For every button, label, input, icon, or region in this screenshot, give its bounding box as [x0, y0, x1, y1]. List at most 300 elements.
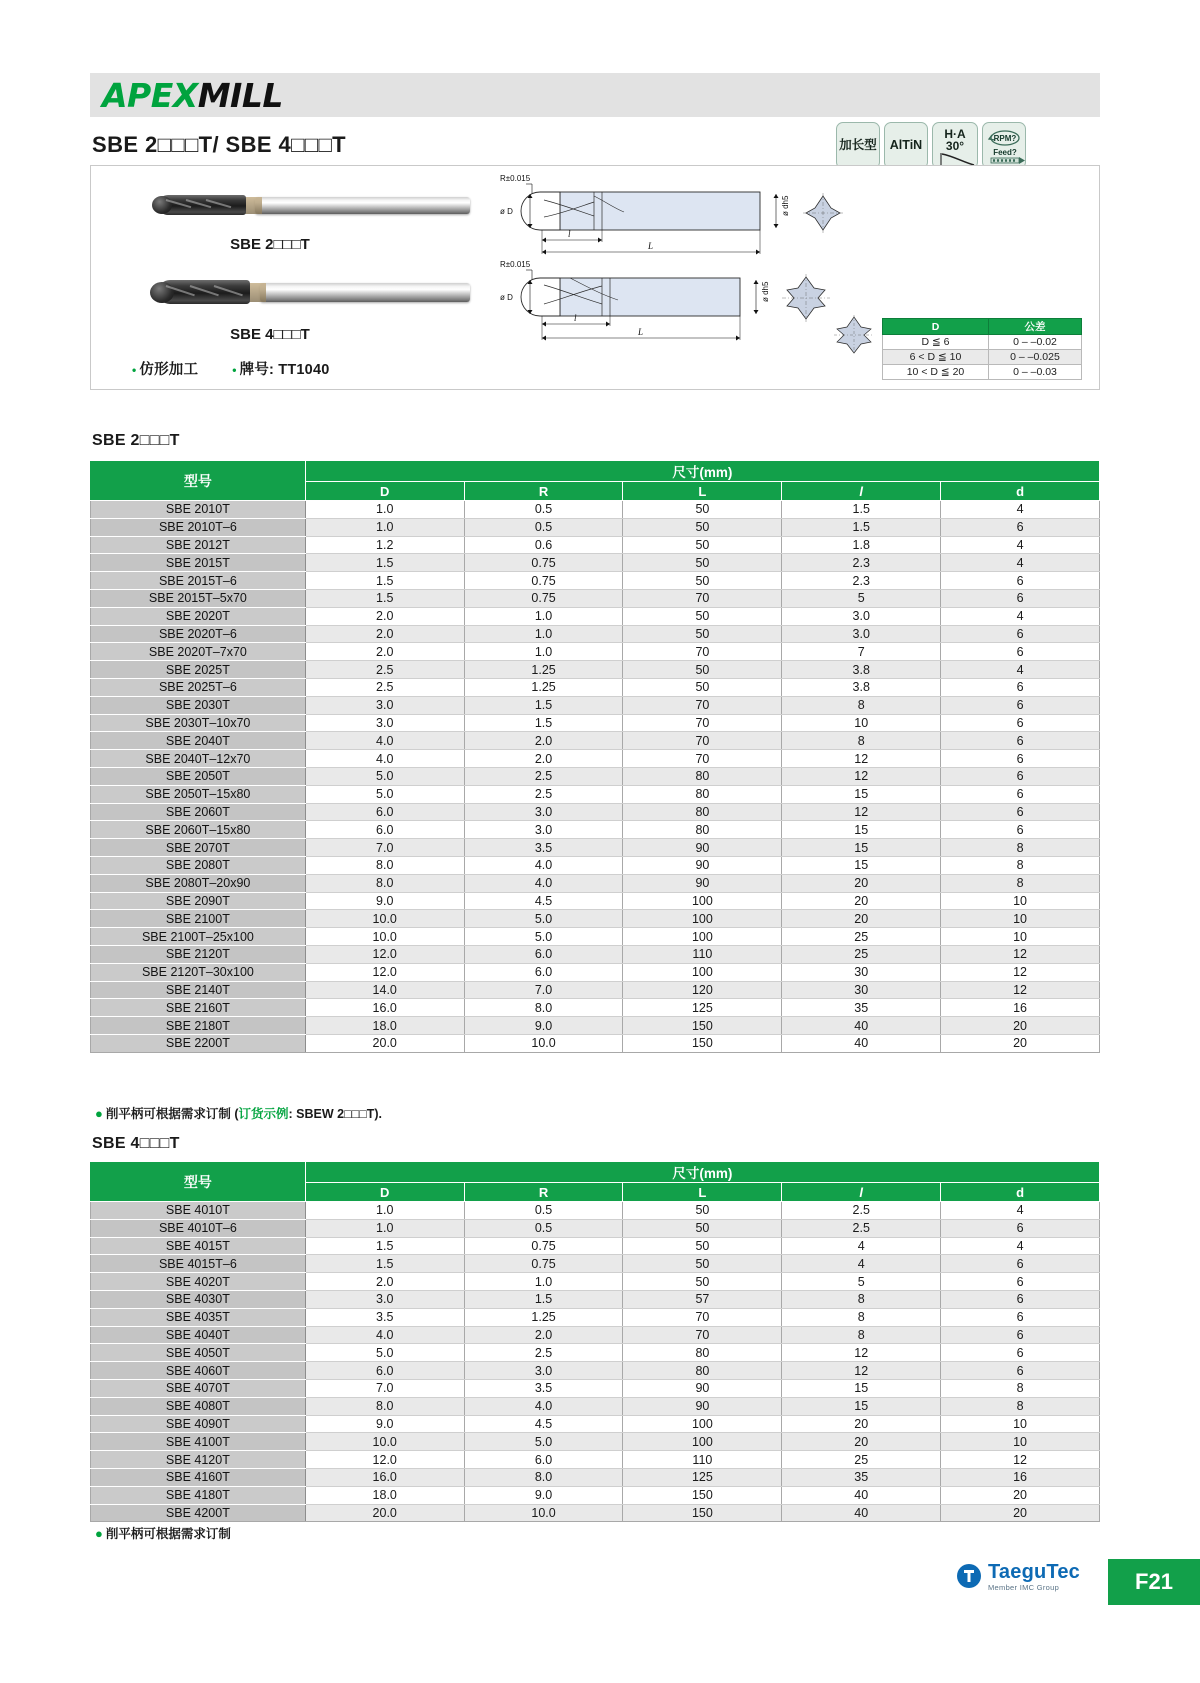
spec2-header-group: 尺寸(mm) [305, 1162, 1099, 1183]
svg-text:R±0.015: R±0.015 [500, 260, 531, 269]
model-cell: SBE 4020T [91, 1273, 306, 1291]
dimension-cell: 1.0 [464, 625, 623, 643]
dimension-cell: 50 [623, 625, 782, 643]
dimension-cell: 150 [623, 1017, 782, 1035]
dimension-cell: 35 [782, 999, 941, 1017]
dimension-cell: 3.0 [464, 821, 623, 839]
table-row [91, 1290, 1100, 1308]
model-cell: SBE 2020T–7x70 [91, 643, 306, 661]
dimension-cell: 2.5 [305, 661, 464, 679]
spec1-header-group: 尺寸(mm) [305, 461, 1099, 482]
dimension-cell: 6 [941, 803, 1100, 821]
badge-coating-label: AlTiN [889, 137, 923, 152]
spec-table-sbe2 [90, 460, 1100, 1053]
dimension-cell: 20.0 [305, 1504, 464, 1522]
dimension-cell: 70 [623, 1326, 782, 1344]
dimension-cell: 1.8 [782, 536, 941, 554]
dimension-cell: 150 [623, 1486, 782, 1504]
dimension-cell: 50 [623, 554, 782, 572]
dimension-cell: 2.5 [464, 767, 623, 785]
bullet-dot-icon-2: • [232, 363, 237, 377]
dimension-cell: 5.0 [464, 1433, 623, 1451]
dimension-cell: 1.5 [305, 554, 464, 572]
dimension-cell: 18.0 [305, 1017, 464, 1035]
dimension-cell: 0.5 [464, 501, 623, 519]
dimension-cell: 6.0 [464, 963, 623, 981]
dimension-cell: 5.0 [464, 910, 623, 928]
dimension-cell: 50 [623, 1219, 782, 1237]
feature-badge-group [836, 122, 1026, 169]
bullet-grade-label: 牌号: [239, 362, 275, 378]
model-cell: SBE 4120T [91, 1451, 306, 1469]
svg-text:L: L [648, 241, 654, 251]
table-row [91, 981, 1100, 999]
dimension-cell: 6.0 [464, 1451, 623, 1469]
bullet-profiling-label: 仿形加工 [139, 362, 199, 378]
dimension-cell: 6 [941, 1255, 1100, 1273]
table-row [91, 1486, 1100, 1504]
dimension-cell: 16 [941, 1468, 1100, 1486]
spec2-col-r: R [464, 1183, 623, 1202]
table-row [91, 945, 1100, 963]
model-cell: SBE 2040T [91, 732, 306, 750]
dimension-cell: 6 [941, 821, 1100, 839]
spec2-header-row-1 [91, 1162, 1100, 1183]
dimension-cell: 20.0 [305, 1034, 464, 1052]
dimension-cell: 110 [623, 945, 782, 963]
dimension-cell: 6.0 [305, 821, 464, 839]
end-view-sbe2 [800, 190, 846, 236]
model-cell: SBE 2060T [91, 803, 306, 821]
svg-text:ø D: ø D [500, 207, 513, 216]
company-logo [957, 1562, 1080, 1592]
model-cell: SBE 2030T [91, 696, 306, 714]
table-row [91, 1415, 1100, 1433]
dimension-cell: 20 [782, 1415, 941, 1433]
dimension-cell: 15 [782, 839, 941, 857]
dimension-cell: 6.0 [464, 945, 623, 963]
dimension-cell: 100 [623, 1433, 782, 1451]
dimension-cell: 50 [623, 678, 782, 696]
tolerance-row [883, 335, 1082, 350]
dimension-cell: 70 [623, 714, 782, 732]
dimension-cell: 6 [941, 714, 1100, 732]
dimension-cell: 1.5 [305, 589, 464, 607]
note-sbe2-main: 削平柄可根据需求订制 ( [105, 1107, 239, 1121]
dimension-cell: 6 [941, 518, 1100, 536]
model-cell: SBE 2020T–6 [91, 625, 306, 643]
table-row [91, 767, 1100, 785]
dimension-cell: 1.0 [305, 1202, 464, 1220]
dimension-cell: 5 [782, 589, 941, 607]
badge-cutting-data [982, 122, 1026, 169]
dimension-cell: 7 [782, 643, 941, 661]
table-row [91, 1451, 1100, 1469]
model-cell: SBE 4010T [91, 1202, 306, 1220]
tolerance-body [883, 335, 1082, 380]
dimension-cell: 50 [623, 518, 782, 536]
dimension-cell: 1.25 [464, 1308, 623, 1326]
bullet-grade-value: TT1040 [278, 362, 330, 378]
spec1-header-model: 型号 [91, 461, 306, 501]
table-row [91, 999, 1100, 1017]
dimension-cell: 4 [782, 1255, 941, 1273]
schematic-sbe2 [490, 172, 820, 267]
dimension-cell: 1.0 [464, 1273, 623, 1291]
dimension-cell: 7.0 [305, 839, 464, 857]
model-cell: SBE 4090T [91, 1415, 306, 1433]
dimension-cell: 1.25 [464, 678, 623, 696]
dimension-cell: 6 [941, 696, 1100, 714]
spec2-col-l-small: l [782, 1183, 941, 1202]
spec2-header-model: 型号 [91, 1162, 306, 1202]
tolerance-range: 6 < D ≦ 10 [883, 350, 989, 365]
dimension-cell: 150 [623, 1504, 782, 1522]
dimension-cell: 90 [623, 1397, 782, 1415]
dimension-cell: 6 [941, 1219, 1100, 1237]
dimension-cell: 57 [623, 1290, 782, 1308]
section-caption-sbe2: SBE 2□□□T [92, 432, 180, 449]
dimension-cell: 30 [782, 981, 941, 999]
dimension-cell: 3.0 [305, 696, 464, 714]
dimension-cell: 15 [782, 821, 941, 839]
model-cell: SBE 2160T [91, 999, 306, 1017]
dimension-cell: 10.0 [464, 1504, 623, 1522]
end-view-sbe4-secondary [832, 313, 876, 357]
dimension-cell: 4.5 [464, 1415, 623, 1433]
dimension-cell: 12 [941, 945, 1100, 963]
dimension-cell: 3.0 [305, 714, 464, 732]
table-row [91, 1219, 1100, 1237]
dimension-cell: 4 [941, 607, 1100, 625]
table-row [91, 696, 1100, 714]
dimension-cell: 50 [623, 607, 782, 625]
dimension-cell: 2.0 [464, 732, 623, 750]
tolerance-header-row [883, 319, 1082, 335]
badge-helix-top-label: H·A [944, 127, 966, 141]
dimension-cell: 12 [782, 1362, 941, 1380]
table-row [91, 1433, 1100, 1451]
table-row [91, 1308, 1100, 1326]
dimension-cell: 50 [623, 572, 782, 590]
model-cell: SBE 2050T–15x80 [91, 785, 306, 803]
dimension-cell: 5.0 [305, 767, 464, 785]
dimension-cell: 10 [941, 892, 1100, 910]
dimension-cell: 2.0 [305, 607, 464, 625]
dimension-cell: 40 [782, 1034, 941, 1052]
model-cell: SBE 2010T [91, 501, 306, 519]
dimension-cell: 12 [782, 803, 941, 821]
company-sub: Member IMC Group [988, 1582, 1060, 1592]
dimension-cell: 18.0 [305, 1486, 464, 1504]
table-row [91, 874, 1100, 892]
model-cell: SBE 2080T–20x90 [91, 874, 306, 892]
table-row [91, 1504, 1100, 1522]
dimension-cell: 150 [623, 1034, 782, 1052]
dimension-cell: 9.0 [305, 892, 464, 910]
dimension-cell: 6 [941, 1326, 1100, 1344]
dimension-cell: 70 [623, 1308, 782, 1326]
dimension-cell: 2.3 [782, 554, 941, 572]
dimension-cell: 15 [782, 1379, 941, 1397]
model-cell: SBE 4200T [91, 1504, 306, 1522]
spec1-col-l-small: l [782, 482, 941, 501]
dimension-cell: 15 [782, 1397, 941, 1415]
model-cell: SBE 2015T–5x70 [91, 589, 306, 607]
dimension-cell: 0.75 [464, 572, 623, 590]
dimension-cell: 100 [623, 963, 782, 981]
dimension-cell: 70 [623, 589, 782, 607]
dimension-cell: 8.0 [305, 874, 464, 892]
table-row [91, 1397, 1100, 1415]
dimension-cell: 6 [941, 625, 1100, 643]
dimension-cell: 4 [941, 661, 1100, 679]
dimension-cell: 2.5 [782, 1202, 941, 1220]
table-row [91, 1202, 1100, 1220]
dimension-cell: 0.5 [464, 1219, 623, 1237]
dimension-cell: 4 [941, 554, 1100, 572]
company-text [988, 1562, 1080, 1592]
dimension-cell: 6 [941, 572, 1100, 590]
dimension-cell: 1.5 [464, 1290, 623, 1308]
note-sbe4-main: 削平柄可根据需求订制 [105, 1527, 231, 1541]
dimension-cell: 12.0 [305, 1451, 464, 1469]
dimension-cell: 4.0 [464, 856, 623, 874]
table-row [91, 750, 1100, 768]
dimension-cell: 0.75 [464, 1255, 623, 1273]
note-sbe4 [95, 1524, 231, 1542]
tolerance-range: D ≦ 6 [883, 335, 989, 350]
taegutec-mark-icon [957, 1564, 981, 1588]
dimension-cell: 40 [782, 1017, 941, 1035]
table-row [91, 518, 1100, 536]
dimension-cell: 40 [782, 1504, 941, 1522]
table-row [91, 643, 1100, 661]
table-row [91, 1344, 1100, 1362]
spec2-col-d-small: d [941, 1183, 1100, 1202]
dimension-cell: 12.0 [305, 963, 464, 981]
dimension-cell: 8.0 [305, 856, 464, 874]
dimension-cell: 25 [782, 1451, 941, 1469]
spec1-header-row-1 [91, 461, 1100, 482]
svg-text:L: L [638, 327, 644, 337]
table-row [91, 1379, 1100, 1397]
logo-apex-text: APEX [102, 76, 198, 115]
model-cell: SBE 2090T [91, 892, 306, 910]
svg-text:l: l [574, 313, 577, 323]
dimension-cell: 5.0 [464, 928, 623, 946]
spec-table-sbe4 [90, 1161, 1100, 1522]
dimension-cell: 9.0 [464, 1017, 623, 1035]
dimension-cell: 50 [623, 1255, 782, 1273]
model-cell: SBE 2030T–10x70 [91, 714, 306, 732]
model-cell: SBE 2050T [91, 767, 306, 785]
dimension-cell: 20 [941, 1017, 1100, 1035]
dimension-cell: 0.75 [464, 1237, 623, 1255]
tolerance-range: 10 < D ≦ 20 [883, 365, 989, 380]
badge-helix-angle-label: 30° [945, 139, 965, 153]
dimension-cell: 8 [782, 1290, 941, 1308]
dimension-cell: 16.0 [305, 1468, 464, 1486]
dimension-cell: 3.5 [305, 1308, 464, 1326]
table-row [91, 625, 1100, 643]
dimension-cell: 20 [941, 1034, 1100, 1052]
dimension-cell: 125 [623, 1468, 782, 1486]
apexmill-logo [102, 76, 283, 115]
model-cell: SBE 4010T–6 [91, 1219, 306, 1237]
model-cell: SBE 2025T [91, 661, 306, 679]
dimension-cell: 100 [623, 928, 782, 946]
dimension-cell: 8 [941, 839, 1100, 857]
note-sbe2-green: 订货示例 [238, 1107, 289, 1121]
dimension-cell: 8 [941, 874, 1100, 892]
tolerance-header-d: D [883, 319, 989, 335]
model-cell: SBE 2060T–15x80 [91, 821, 306, 839]
dimension-cell: 80 [623, 767, 782, 785]
model-cell: SBE 4035T [91, 1308, 306, 1326]
dimension-cell: 12 [941, 963, 1100, 981]
dimension-cell: 70 [623, 750, 782, 768]
dimension-cell: 10.0 [305, 910, 464, 928]
dimension-cell: 6 [941, 1273, 1100, 1291]
svg-text:RPM?: RPM? [993, 134, 1017, 143]
dimension-cell: 1.5 [464, 696, 623, 714]
table-row [91, 839, 1100, 857]
dimension-cell: 1.5 [305, 572, 464, 590]
table-row [91, 1273, 1100, 1291]
table-row [91, 678, 1100, 696]
model-cell: SBE 2120T–30x100 [91, 963, 306, 981]
model-cell: SBE 4060T [91, 1362, 306, 1380]
table-row [91, 607, 1100, 625]
dimension-cell: 2.5 [782, 1219, 941, 1237]
dimension-cell: 6 [941, 750, 1100, 768]
dimension-cell: 4.0 [305, 732, 464, 750]
dimension-cell: 70 [623, 643, 782, 661]
dimension-cell: 120 [623, 981, 782, 999]
table-row [91, 892, 1100, 910]
table-row [91, 1326, 1100, 1344]
dimension-cell: 14.0 [305, 981, 464, 999]
tolerance-value: 0 – –0.025 [988, 350, 1081, 365]
dimension-cell: 90 [623, 839, 782, 857]
table-row [91, 714, 1100, 732]
badge-extended-length-label: 加长型 [839, 137, 877, 152]
dimension-cell: 2.0 [464, 750, 623, 768]
table-row [91, 1362, 1100, 1380]
dimension-cell: 9.0 [305, 1415, 464, 1433]
dimension-cell: 1.5 [782, 501, 941, 519]
dimension-cell: 5 [782, 1273, 941, 1291]
dimension-cell: 100 [623, 910, 782, 928]
dimension-cell: 3.8 [782, 678, 941, 696]
dimension-cell: 12 [941, 981, 1100, 999]
dimension-cell: 4.5 [464, 892, 623, 910]
table-row [91, 1468, 1100, 1486]
model-cell: SBE 2140T [91, 981, 306, 999]
dimension-cell: 90 [623, 856, 782, 874]
model-cell: SBE 4050T [91, 1344, 306, 1362]
dimension-cell: 110 [623, 1451, 782, 1469]
model-cell: SBE 4070T [91, 1379, 306, 1397]
dimension-cell: 1.5 [782, 518, 941, 536]
model-cell: SBE 2120T [91, 945, 306, 963]
dimension-cell: 12 [941, 1451, 1100, 1469]
dimension-cell: 15 [782, 856, 941, 874]
dimension-cell: 8 [941, 1397, 1100, 1415]
dimension-cell: 8.0 [464, 1468, 623, 1486]
model-cell: SBE 4180T [91, 1486, 306, 1504]
table-row [91, 785, 1100, 803]
dimension-cell: 0.75 [464, 554, 623, 572]
dimension-cell: 12 [782, 750, 941, 768]
spec2-col-l: L [623, 1183, 782, 1202]
model-cell: SBE 2040T–12x70 [91, 750, 306, 768]
dimension-cell: 4 [941, 536, 1100, 554]
model-cell: SBE 4100T [91, 1433, 306, 1451]
dimension-cell: 4 [782, 1237, 941, 1255]
model-cell: SBE 2015T [91, 554, 306, 572]
feature-bullets [132, 358, 329, 379]
dimension-cell: 30 [782, 963, 941, 981]
dimension-cell: 1.0 [464, 643, 623, 661]
dimension-cell: 6 [941, 1290, 1100, 1308]
svg-text:Feed?: Feed? [993, 148, 1017, 157]
tool-photo-sbe2 [140, 188, 470, 222]
dimension-cell: 3.8 [782, 661, 941, 679]
table-row [91, 572, 1100, 590]
table-row [91, 1255, 1100, 1273]
dimension-cell: 10.0 [305, 928, 464, 946]
note-dot-icon-2: ● [95, 1526, 103, 1541]
dimension-cell: 0.5 [464, 518, 623, 536]
dimension-cell: 35 [782, 1468, 941, 1486]
company-name: TaeguTec [988, 1560, 1080, 1583]
dimension-cell: 100 [623, 892, 782, 910]
spec2-body [91, 1202, 1100, 1522]
dimension-cell: 90 [623, 874, 782, 892]
model-cell: SBE 4015T–6 [91, 1255, 306, 1273]
spec1-col-r: R [464, 482, 623, 501]
dimension-cell: 8 [782, 1308, 941, 1326]
dimension-cell: 16 [941, 999, 1100, 1017]
dimension-cell: 6 [941, 643, 1100, 661]
model-cell: SBE 4160T [91, 1468, 306, 1486]
dimension-cell: 2.0 [305, 643, 464, 661]
badge-coating-altin [884, 122, 928, 169]
dimension-cell: 6 [941, 589, 1100, 607]
bullet-dot-icon: • [132, 363, 137, 377]
dimension-cell: 1.0 [305, 1219, 464, 1237]
model-cell: SBE 4015T [91, 1237, 306, 1255]
svg-text:ø D: ø D [500, 293, 513, 302]
note-sbe2 [95, 1104, 382, 1122]
svg-text:ø dh5: ø dh5 [781, 195, 790, 216]
dimension-cell: 8.0 [305, 1397, 464, 1415]
dimension-cell: 4.0 [305, 750, 464, 768]
dimension-cell: 80 [623, 785, 782, 803]
dimension-cell: 9.0 [464, 1486, 623, 1504]
dimension-cell: 5.0 [305, 1344, 464, 1362]
dimension-cell: 40 [782, 1486, 941, 1504]
dimension-cell: 25 [782, 928, 941, 946]
table-row [91, 963, 1100, 981]
dimension-cell: 8 [782, 696, 941, 714]
dimension-cell: 100 [623, 1415, 782, 1433]
model-cell: SBE 2020T [91, 607, 306, 625]
dimension-cell: 20 [941, 1504, 1100, 1522]
svg-text:ø dh5: ø dh5 [761, 281, 770, 302]
